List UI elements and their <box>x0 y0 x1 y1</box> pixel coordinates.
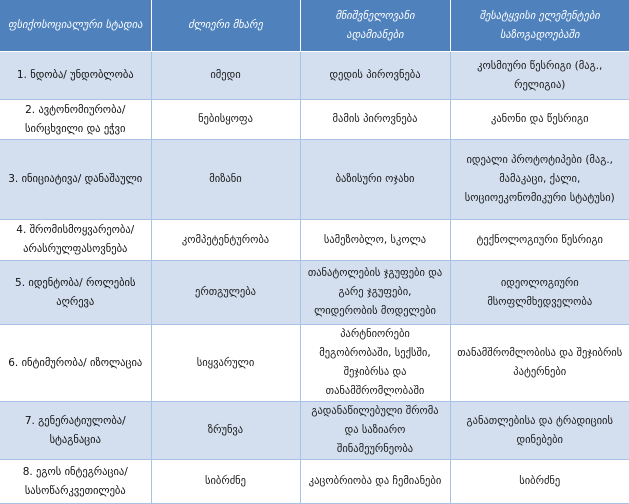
table-row <box>0 402 629 460</box>
header-stage: ფსიქოსოციალური სტადია <box>0 0 151 52</box>
cell-society: ტექნოლოგიური წესრიგი <box>450 220 629 261</box>
cell-society: იდეალი პროტოტიპები (მაგ., მამაკაცი, ქალი, სოციოეკონომიკური სტატუსი) <box>450 140 629 220</box>
cell-people: მამის პიროვნება <box>300 100 450 140</box>
cell-stage: 6. ინტიმურობა/ იზოლაცია <box>0 325 151 402</box>
table-row <box>0 52 629 100</box>
cell-stage: 7. გენერატიულობა/ სტაგნაცია <box>0 402 151 460</box>
cell-strength: სიყვარული <box>151 325 300 402</box>
cell-society: კანონი და წესრიგი <box>450 100 629 140</box>
cell-stage: 2. ავტონომიურობა/ სირცხვილი და ეჭვი <box>0 100 151 140</box>
cell-strength: ნებისყოფა <box>151 100 300 140</box>
cell-stage: 4. შრომისმოყვარეობა/ არასრულფასოვნება <box>0 220 151 261</box>
cell-people: ბაზისური ოჯახი <box>300 140 450 220</box>
cell-society: სიბრძნე <box>450 460 629 504</box>
cell-society: იდეოლოგიური მსოფლმხედველობა <box>450 261 629 325</box>
cell-society: თანამშრომლობისა და შეჯიბრის პატერნები <box>450 325 629 402</box>
cell-strength: კომპეტენტურობა <box>151 220 300 261</box>
table-row <box>0 100 629 140</box>
table-row <box>0 460 629 504</box>
cell-people: სამეზობლო, სკოლა <box>300 220 450 261</box>
cell-people: პარტნიორები მეგობრობაში, სექსში, შეჯიბრსა და თანამშრომლობაში <box>300 325 450 402</box>
cell-people: თანატოლების ჯგუფები და გარე ჯგუფები, ლიდერობის მოდელები <box>300 261 450 325</box>
cell-stage: 1. ნდობა/ უნდობლობა <box>0 52 151 100</box>
cell-people: კაცობრიობა და ჩემიანები <box>300 460 450 504</box>
cell-strength: იმედი <box>151 52 300 100</box>
table-row <box>0 325 629 402</box>
cell-stage: 5. იდენტობა/ როლების აღრევა <box>0 261 151 325</box>
header-society-elements: შესატყვისი ელემენტები საზოგადოებაში <box>450 0 629 52</box>
cell-stage: 3. ინიციატივა/ დანაშაული <box>0 140 151 220</box>
cell-strength: ერთგულება <box>151 261 300 325</box>
cell-people: დედის პიროვნება <box>300 52 450 100</box>
header-strength: ძლიერი მხარე <box>151 0 300 52</box>
table-header-row <box>0 0 629 52</box>
cell-strength: ზრუნვა <box>151 402 300 460</box>
cell-strength: მიზანი <box>151 140 300 220</box>
cell-strength: სიბრძნე <box>151 460 300 504</box>
header-significant-people: მნიშვნელოვანი ადამიანები <box>300 0 450 52</box>
cell-society: განათლებისა და ტრადიციის დინებები <box>450 402 629 460</box>
cell-stage: 8. ეგოს ინტეგრაცია/ სასოწარკვეთილება <box>0 460 151 504</box>
cell-society: კოსმიური წესრიგი (მაგ., რელიგია) <box>450 52 629 100</box>
table-row <box>0 220 629 261</box>
table-row <box>0 140 629 220</box>
table-row <box>0 261 629 325</box>
cell-people: გადანაწილებული შრომა და საზიარო შინამეურნეობა <box>300 402 450 460</box>
